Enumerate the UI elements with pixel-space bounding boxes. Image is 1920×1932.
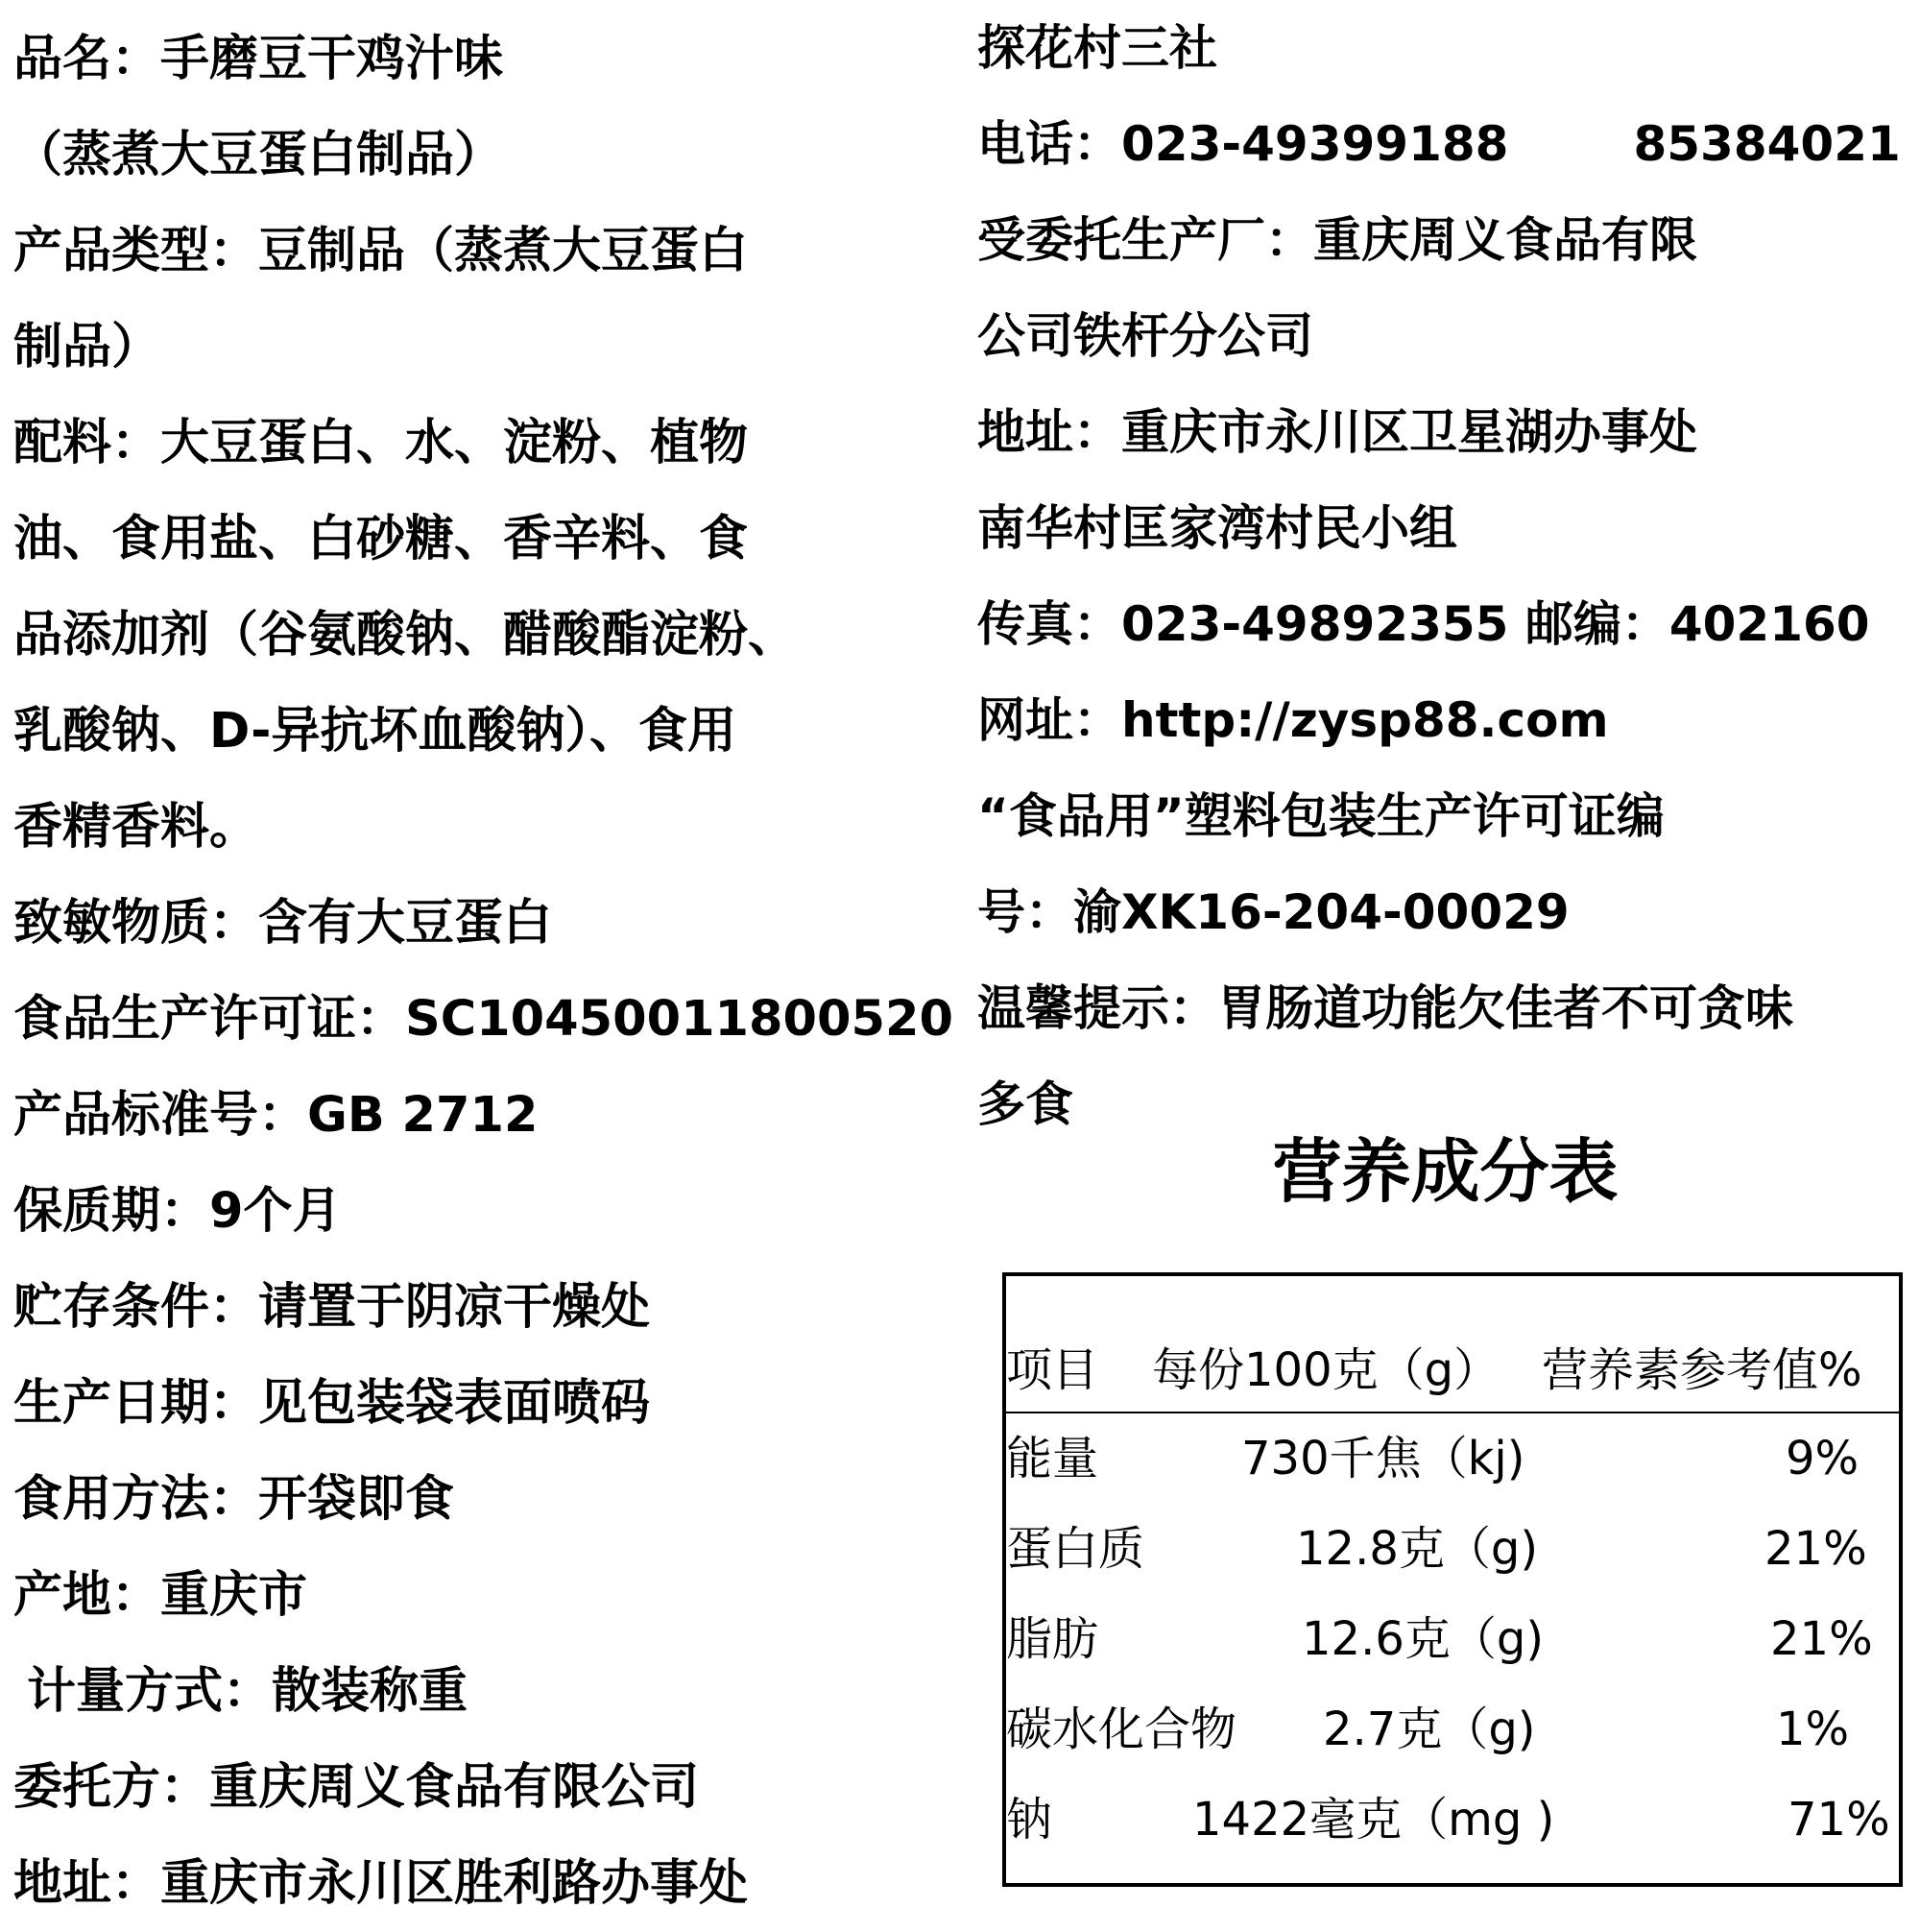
left-column bbox=[13, 0, 973, 1932]
production-license: 食品生产许可证：SC10450011800520 bbox=[13, 991, 953, 1048]
allergens: 致敏物质：含有大豆蛋白 bbox=[13, 895, 553, 952]
row-nrv: 21% bbox=[1770, 1612, 1873, 1666]
row-nrv: 71% bbox=[1788, 1793, 1890, 1847]
product-name-subtitle: （蒸煮大豆蛋白制品） bbox=[13, 127, 504, 183]
row-item: 碳水化合物 bbox=[1006, 1703, 1237, 1756]
right-column bbox=[977, 0, 1913, 1152]
row-nrv: 1% bbox=[1776, 1703, 1850, 1756]
packaging-license-1: “食品用”塑料包装生产许可证编 bbox=[977, 788, 1665, 844]
nutrition-table bbox=[1002, 1272, 1903, 1887]
nutrition-table-title: 营养成分表 bbox=[1272, 1131, 1619, 1212]
ingredients-1: 配料：大豆蛋白、水、淀粉、植物 bbox=[13, 415, 749, 471]
table-row bbox=[1006, 1504, 1899, 1594]
client-address-cont: 探花村三社 bbox=[977, 20, 1217, 76]
warm-tip-2: 多食 bbox=[977, 1076, 1073, 1132]
table-row bbox=[1006, 1594, 1899, 1684]
row-value: 1422毫克（mg ) bbox=[1192, 1793, 1555, 1847]
row-item: 钠 bbox=[1006, 1793, 1053, 1847]
phone-primary: 电话：023-49399188 bbox=[977, 116, 1509, 172]
ingredients-2: 油、食用盐、白砂糖、香辛料、食 bbox=[13, 511, 749, 568]
header-per-100g: 每份100克（g） bbox=[1152, 1343, 1500, 1397]
row-item: 脂肪 bbox=[1006, 1612, 1099, 1666]
ingredients-3: 品添加剂（谷氨酸钠、醋酸酯淀粉、 bbox=[13, 607, 798, 664]
phone-secondary: 85384021 bbox=[1633, 116, 1901, 172]
header-nrv: 营养素参考值% bbox=[1542, 1343, 1862, 1397]
origin: 产地：重庆市 bbox=[13, 1567, 308, 1624]
production-date: 生产日期：见包装袋表面喷码 bbox=[13, 1375, 651, 1432]
ingredients-5: 香精香料。 bbox=[13, 799, 259, 856]
client: 委托方：重庆周义食品有限公司 bbox=[13, 1759, 700, 1816]
client-address: 地址：重庆市永川区胜利路办事处 bbox=[13, 1855, 749, 1912]
ingredients-4: 乳酸钠、D-异抗坏血酸钠）、食用 bbox=[13, 703, 736, 760]
product-standard: 产品标准号：GB 2712 bbox=[13, 1087, 539, 1144]
row-nrv: 21% bbox=[1764, 1522, 1867, 1576]
nutrition-table-header bbox=[1006, 1329, 1899, 1413]
row-value: 12.6克（g) bbox=[1302, 1612, 1545, 1666]
warm-tip-1: 温馨提示：胃肠道功能欠佳者不可贪味 bbox=[977, 980, 1793, 1036]
phone-line bbox=[977, 96, 1913, 192]
table-row bbox=[1006, 1413, 1899, 1504]
factory-address-2: 南华村匡家湾村民小组 bbox=[977, 500, 1457, 556]
storage-conditions: 贮存条件：请置于阴凉干燥处 bbox=[13, 1279, 651, 1336]
manufacturer-1: 受委托生产厂：重庆周义食品有限 bbox=[977, 212, 1697, 268]
usage-method: 食用方法：开袋即食 bbox=[13, 1471, 455, 1528]
factory-address-1: 地址：重庆市永川区卫星湖办事处 bbox=[977, 404, 1697, 460]
shelf-life: 保质期：9个月 bbox=[13, 1183, 342, 1240]
row-item: 蛋白质 bbox=[1006, 1522, 1145, 1576]
product-type: 产品类型：豆制品（蒸煮大豆蛋白 bbox=[13, 223, 749, 279]
table-row bbox=[1006, 1775, 1899, 1865]
product-type-cont: 制品） bbox=[13, 319, 161, 375]
manufacturer-2: 公司铁杆分公司 bbox=[977, 308, 1313, 364]
row-value: 2.7克（g) bbox=[1323, 1703, 1536, 1756]
measurement-method: 计量方式：散装称重 bbox=[27, 1663, 468, 1720]
row-value: 730千焦（kj) bbox=[1241, 1432, 1525, 1485]
fax-postcode: 传真：023-49892355 邮编：402160 bbox=[977, 596, 1870, 652]
product-name: 品名：手磨豆干鸡汁味 bbox=[13, 31, 504, 87]
packaging-license-2: 号：渝XK16-204-00029 bbox=[977, 884, 1570, 940]
header-item: 项目 bbox=[1006, 1343, 1099, 1397]
row-value: 12.8克（g) bbox=[1296, 1522, 1539, 1576]
row-item: 能量 bbox=[1006, 1432, 1099, 1485]
website: 网址：http://zysp88.com bbox=[977, 692, 1609, 748]
table-row bbox=[1006, 1684, 1899, 1775]
row-nrv: 9% bbox=[1786, 1432, 1860, 1485]
